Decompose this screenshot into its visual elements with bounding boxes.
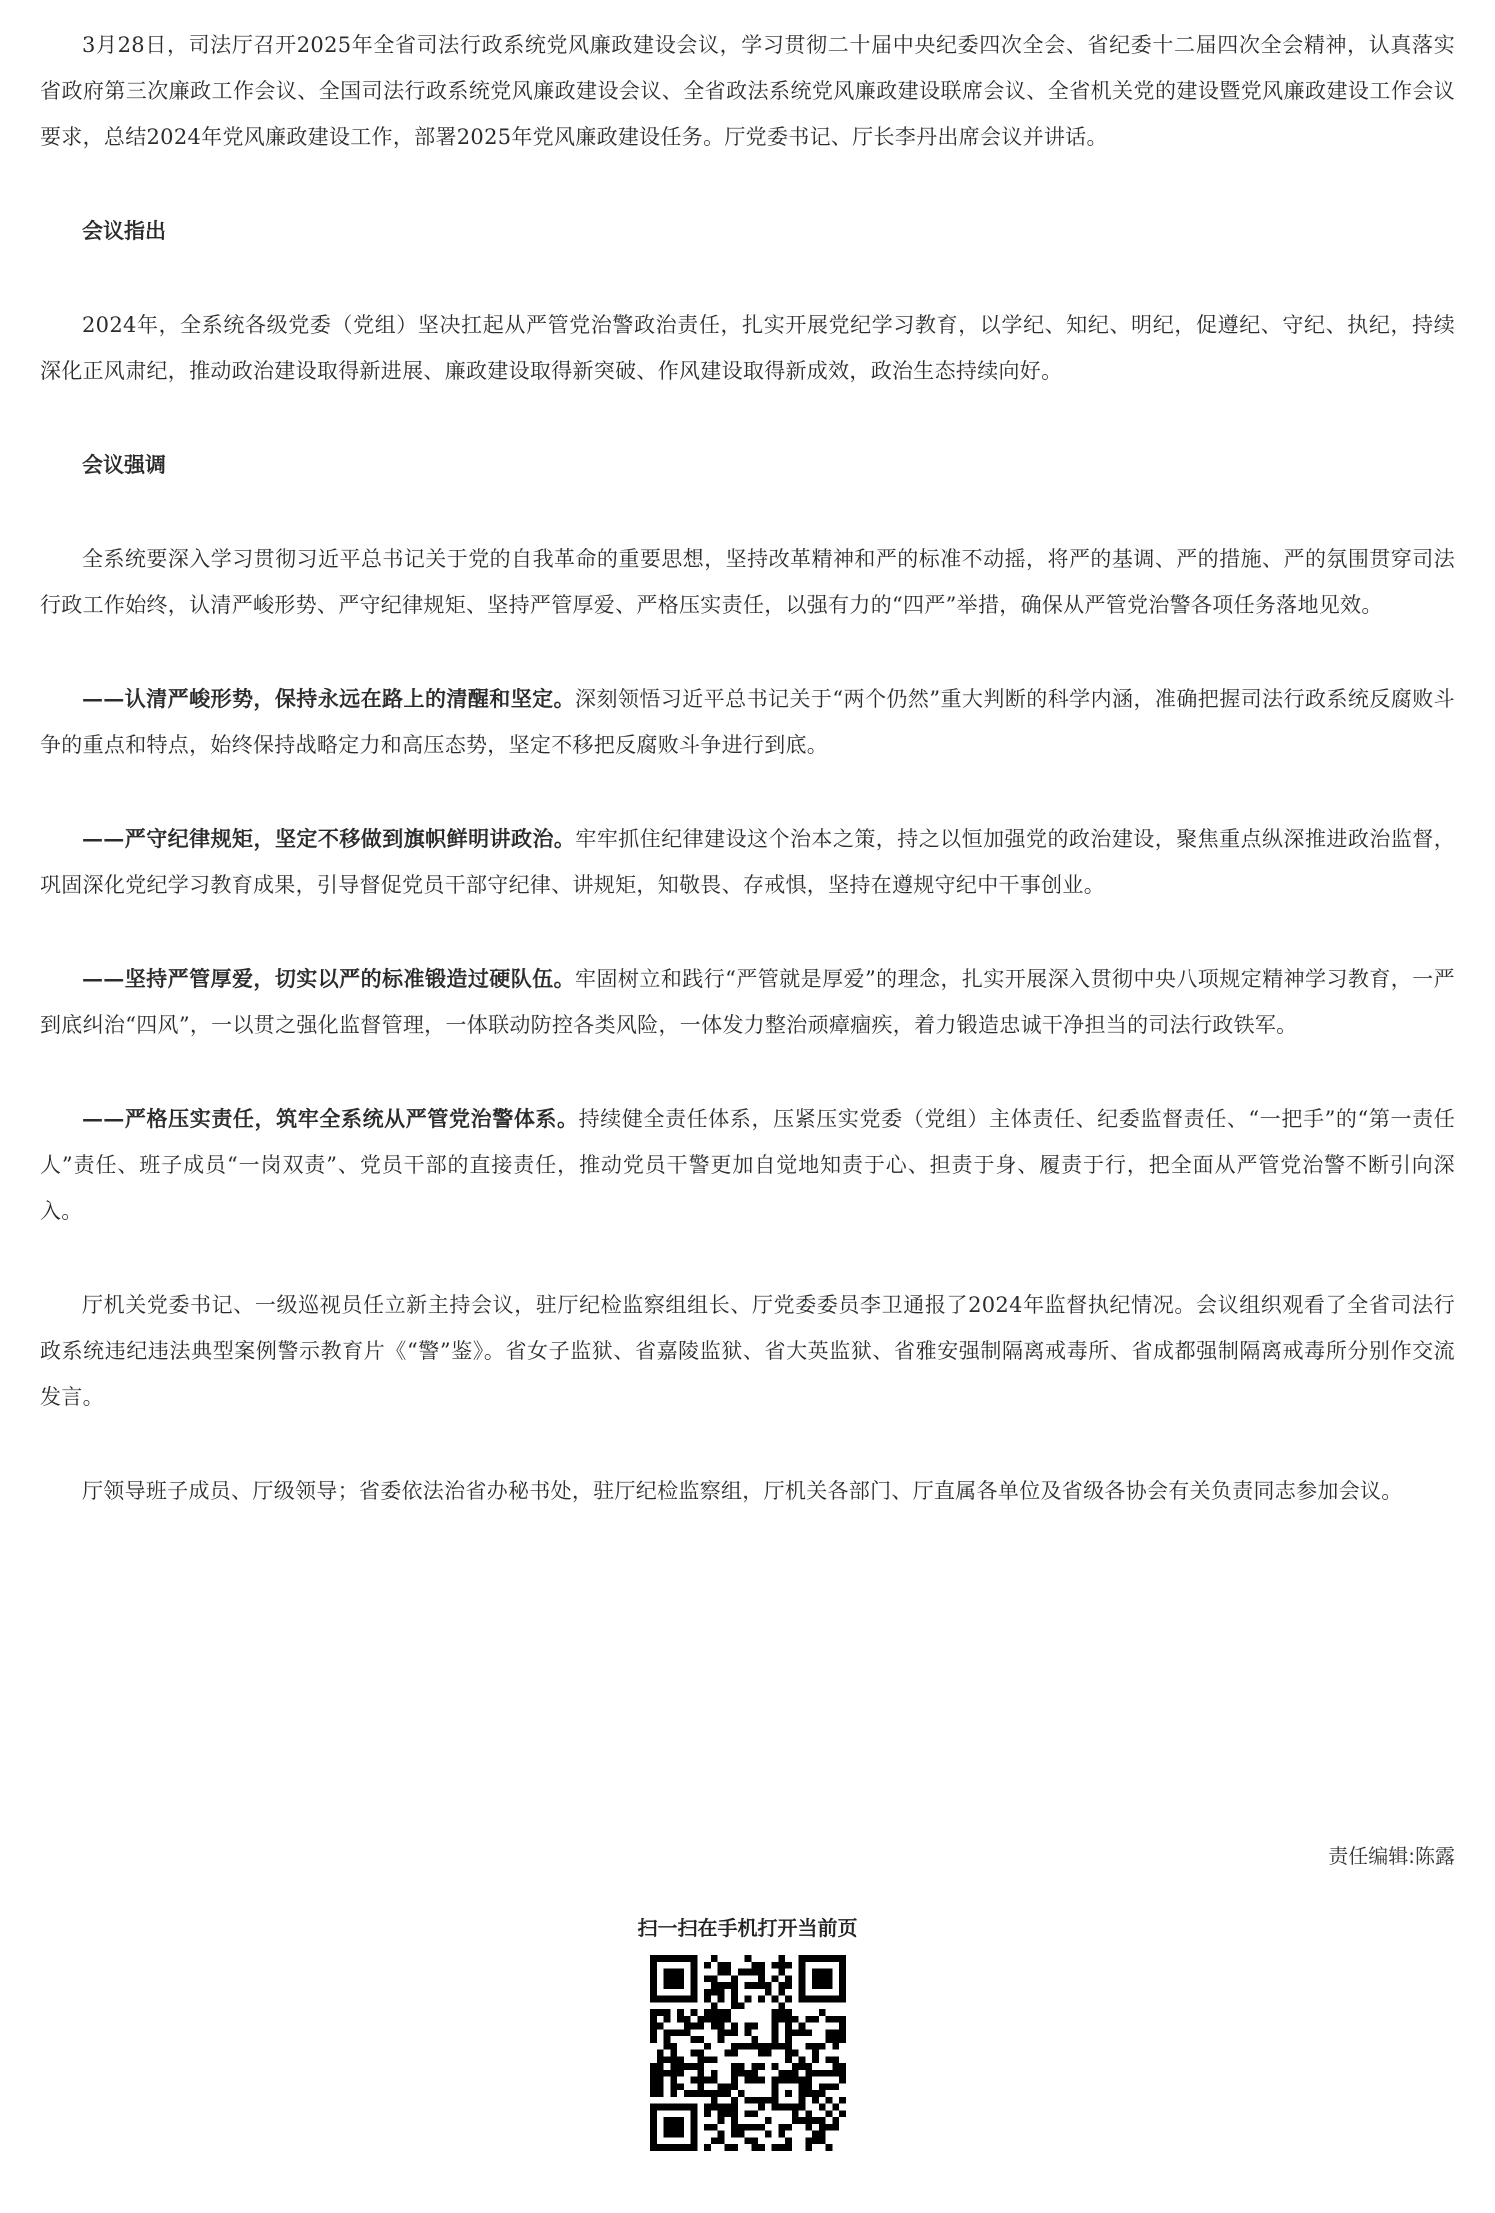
article-paragraph-proceedings: 厅机关党委书记、一级巡视员任立新主持会议，驻厅纪检监察组组长、厅党委委员李卫通报了2024年监督执纪情况。会议组织观看了全省司法行政系统违纪违法典型案例警示教育片《“警”鉴》。省女子监狱、省嘉陵监狱、省大英监狱、省雅安强制隔离戒毒所、省成都强制隔离戒毒所分别作交流发言。 — [40, 1293, 1455, 1409]
qr-section — [0, 1912, 1495, 2155]
point-4-lead: ——严格压实责任，筑牢全系统从严管党治警体系。 — [82, 1106, 579, 1131]
article-paragraph-point-3 — [40, 956, 1455, 1048]
point-3-body: 牢固树立和践行“严管就是厚爱”的理念，扎实开展深入贯彻中央八项规定精神学习教育，一严到底纠治“四风”，一以贯之强化监督管理，一体联动防控各类风险，一体发力整治顽瘴痼疾，着力锻造忠诚干净担当的司法行政铁军。 — [40, 967, 1455, 1037]
point-2-lead: ——严守纪律规矩，坚定不移做到旗帜鲜明讲政治。 — [82, 826, 576, 851]
article-paragraph-2024-summary: 2024年，全系统各级党委（党组）坚决扛起从严管党治警政治责任，扎实开展党纪学习教育，以学纪、知纪、明纪，促遵纪、守纪、执纪，持续深化正风肃纪，推动政治建设取得新进展、廉政建设取得新突破、作风建设取得新成效，政治生态持续向好。 — [40, 313, 1455, 383]
point-4-body: 持续健全责任体系，压紧压实党委（党组）主体责任、纪委监督责任、“一把手”的“第一责任人”责任、班子成员“一岗双责”、党员干部的直接责任，推动党员干警更加自觉地知责于心、担责于身、履责于行，把全面从严管党治警不断引向深入。 — [40, 1107, 1455, 1223]
section-heading-meeting-noted: 会议指出 — [82, 219, 166, 243]
section-heading-meeting-emphasized: 会议强调 — [82, 453, 166, 477]
article-paragraph-point-4 — [40, 1096, 1455, 1234]
point-1-lead: ——认清严峻形势，保持永远在路上的清醒和坚定。 — [82, 686, 576, 711]
responsible-editor: 责任编辑:陈露 — [1328, 1844, 1455, 1868]
point-2-body: 牢牢抓住纪律建设这个治本之策，持之以恒加强党的政治建设，聚焦重点纵深推进政治监督，巩固深化党纪学习教育成果，引导督促党员干部守纪律、讲规矩，知敬畏、存戒惧，坚持在遵规守纪中干事创业。 — [40, 827, 1455, 897]
qr-caption: 扫一扫在手机打开当前页 — [637, 1916, 858, 1940]
article-paragraph-point-1 — [40, 676, 1455, 768]
point-3-lead: ——坚持严管厚爱，切实以严的标准锻造过硬队伍。 — [82, 966, 576, 991]
article-body — [40, 0, 1455, 1514]
qr-code-icon[interactable] — [650, 1955, 846, 2151]
article-paragraph-attendees: 厅领导班子成员、厅级领导；省委依法治省办秘书处，驻厅纪检监察组，厅机关各部门、厅直属各单位及省级各协会有关负责同志参加会议。 — [82, 1479, 1403, 1503]
point-1-body: 深刻领悟习近平总书记关于“两个仍然”重大判断的科学内涵，准确把握司法行政系统反腐败斗争的重点和特点，始终保持战略定力和高压态势，坚定不移把反腐败斗争进行到底。 — [40, 687, 1455, 757]
article-paragraph-requirements: 全系统要深入学习贯彻习近平总书记关于党的自我革命的重要思想，坚持改革精神和严的标准不动摇，将严的基调、严的措施、严的氛围贯穿司法行政工作始终，认清严峻形势、严守纪律规矩、坚持严管厚爱、严格压实责任，以强有力的“四严”举措，确保从严管党治警各项任务落地见效。 — [40, 547, 1455, 617]
article-paragraph-point-2 — [40, 816, 1455, 908]
article-paragraph-intro: 3月28日，司法厅召开2025年全省司法行政系统党风廉政建设会议，学习贯彻二十届中央纪委四次全会、省纪委十二届四次全会精神，认真落实省政府第三次廉政工作会议、全国司法行政系统党风廉政建设会议、全省政法系统党风廉政建设联席会议、全省机关党的建设暨党风廉政建设工作会议要求，总结2024年党风廉政建设工作，部署2025年党风廉政建设任务。厅党委书记、厅长李丹出席会议并讲话。 — [40, 33, 1455, 149]
